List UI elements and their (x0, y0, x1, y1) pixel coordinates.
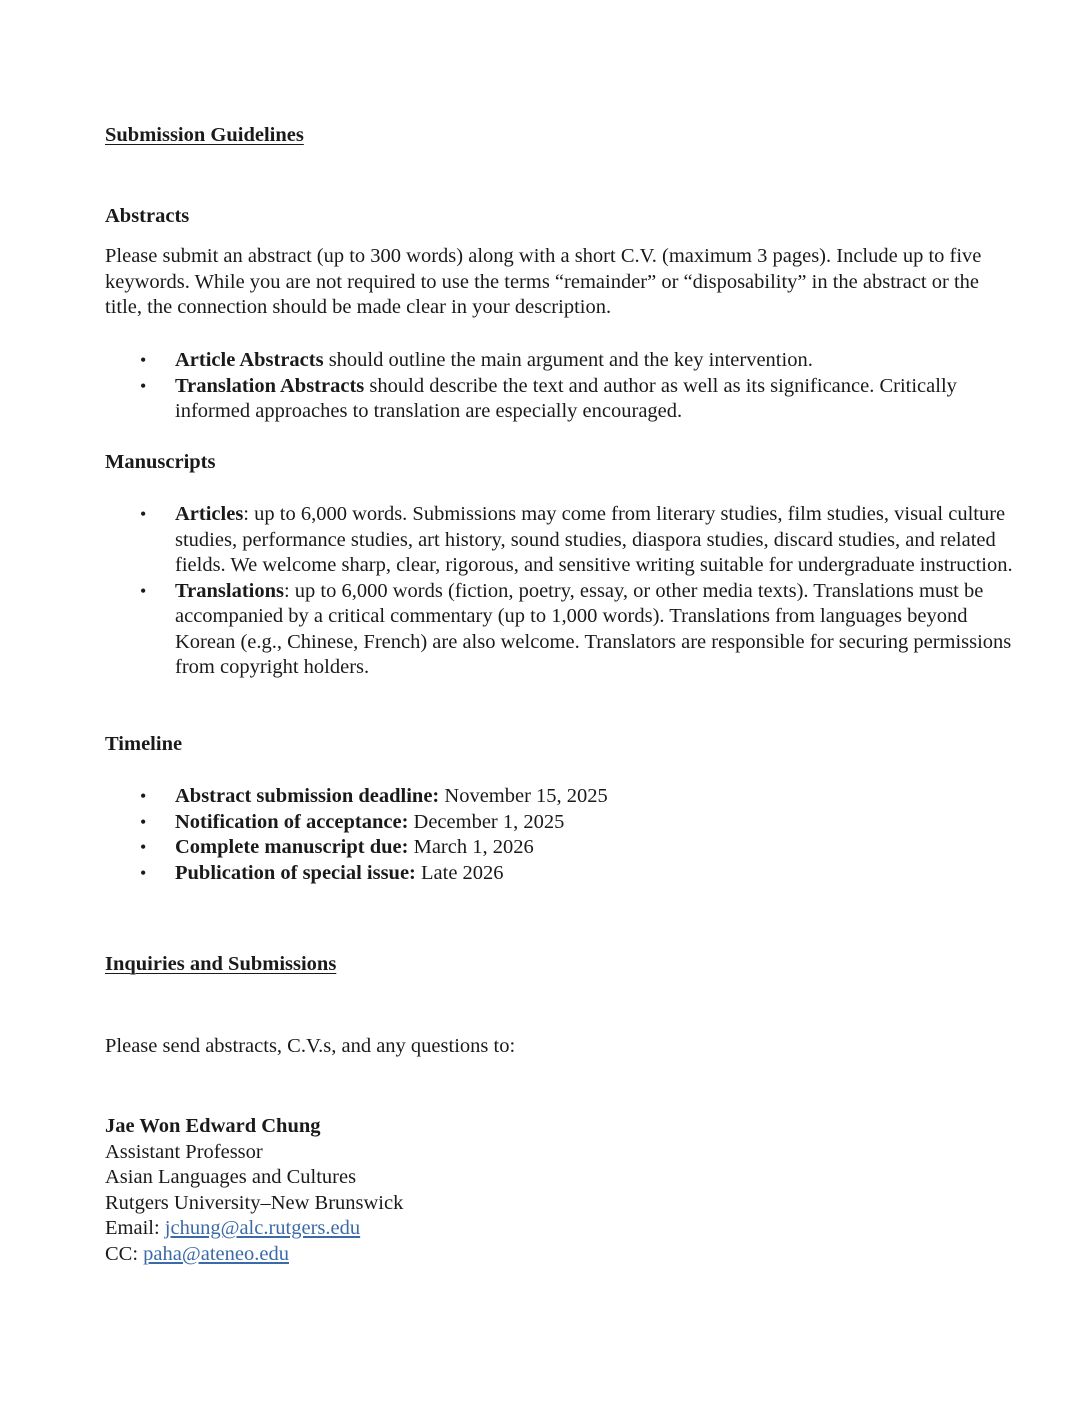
timeline-bullet-list (105, 784, 1020, 886)
submission-guidelines-title: Submission Guidelines (105, 124, 304, 146)
bullet-icon: • (140, 350, 147, 370)
bullet-text: : up to 6,000 words (fiction, poetry, essay, or other media texts). Translations must be accompanied by a critical commentary (up to 1,000 words). Translations from languages beyond Korean (e.g., Chinese, French) are also welcome. Translators are responsible for securing permissions from copyright holders. (175, 579, 1012, 678)
inquiries-title: Inquiries and Submissions (105, 953, 337, 975)
timeline-heading: Timeline (105, 733, 183, 755)
bullet-icon: • (140, 811, 147, 832)
contact-email-line (105, 1216, 403, 1242)
contact-university: Rutgers University–New Brunswick (105, 1191, 404, 1214)
bullet-lead: Complete manuscript due: (175, 836, 409, 858)
bullet-text: November 15, 2025 (439, 785, 608, 807)
contact-department: Asian Languages and Cultures (105, 1166, 357, 1188)
bullet-text: : up to 6,000 words. Submissions may come from literary studies, film studies, visual culture studies, performance studies, art history, sound studies, diaspora studies, discard studies, and related fields. We welcome sharp, clear, rigorous, and sensitive writing suitable for undergraduate instruction. (175, 503, 1013, 576)
email-label: Email: (105, 1217, 165, 1239)
bullet-lead: Article Abstracts (175, 349, 324, 371)
list-item (105, 835, 1020, 861)
bullet-lead: Articles (175, 503, 244, 525)
bullet-text: March 1, 2026 (408, 836, 534, 858)
bullet-text: Late 2026 (415, 861, 504, 884)
bullet-icon: • (140, 786, 147, 806)
list-item (105, 502, 1020, 579)
bullet-icon: • (140, 375, 147, 396)
bullet-lead: Translation Abstracts (175, 374, 365, 397)
manuscripts-heading: Manuscripts (105, 451, 216, 473)
list-item (105, 348, 1020, 374)
list-item (105, 784, 1020, 810)
bullet-icon: • (140, 580, 147, 601)
bullet-icon: • (140, 862, 147, 883)
abstracts-paragraph: Please submit an abstract (up to 300 words) along with a short C.V. (maximum 3 pages). Include up to five keywords. While you are not required to use the terms “remainder” or “disposability” in the abstract or the title, the connection should be made clear in your description. (105, 245, 982, 318)
bullet-lead: Publication of special issue: (175, 861, 416, 884)
manuscripts-bullet-list (105, 502, 1020, 681)
abstracts-bullet-list (105, 348, 1020, 425)
bullet-lead: Abstract submission deadline: (175, 785, 440, 807)
list-item (105, 861, 1020, 887)
contact-cc-line (105, 1242, 403, 1268)
email-link[interactable]: jchung@alc.rutgers.edu (164, 1217, 361, 1239)
bullet-icon: • (140, 837, 147, 857)
contact-name: Jae Won Edward Chung (105, 1115, 321, 1137)
contact-position: Assistant Professor (105, 1140, 263, 1163)
abstracts-heading: Abstracts (105, 205, 190, 227)
bullet-text: should outline the main argument and the key intervention. (323, 349, 813, 371)
cc-email-link[interactable]: paha@ateneo.edu (143, 1242, 289, 1265)
bullet-lead: Translations (175, 579, 284, 602)
list-item (105, 579, 1020, 681)
bullet-text: December 1, 2025 (408, 810, 565, 833)
list-item (105, 810, 1020, 836)
cc-label: CC: (105, 1242, 144, 1265)
bullet-lead: Notification of acceptance: (175, 810, 409, 833)
bullet-text: should describe the text and author as well as its significance. Critically informed approaches to translation are especially encouraged. (175, 374, 957, 422)
inquiries-intro: Please send abstracts, C.V.s, and any questions to: (105, 1035, 516, 1057)
bullet-icon: • (140, 504, 147, 524)
contact-block (105, 1114, 403, 1267)
list-item (105, 374, 1020, 425)
